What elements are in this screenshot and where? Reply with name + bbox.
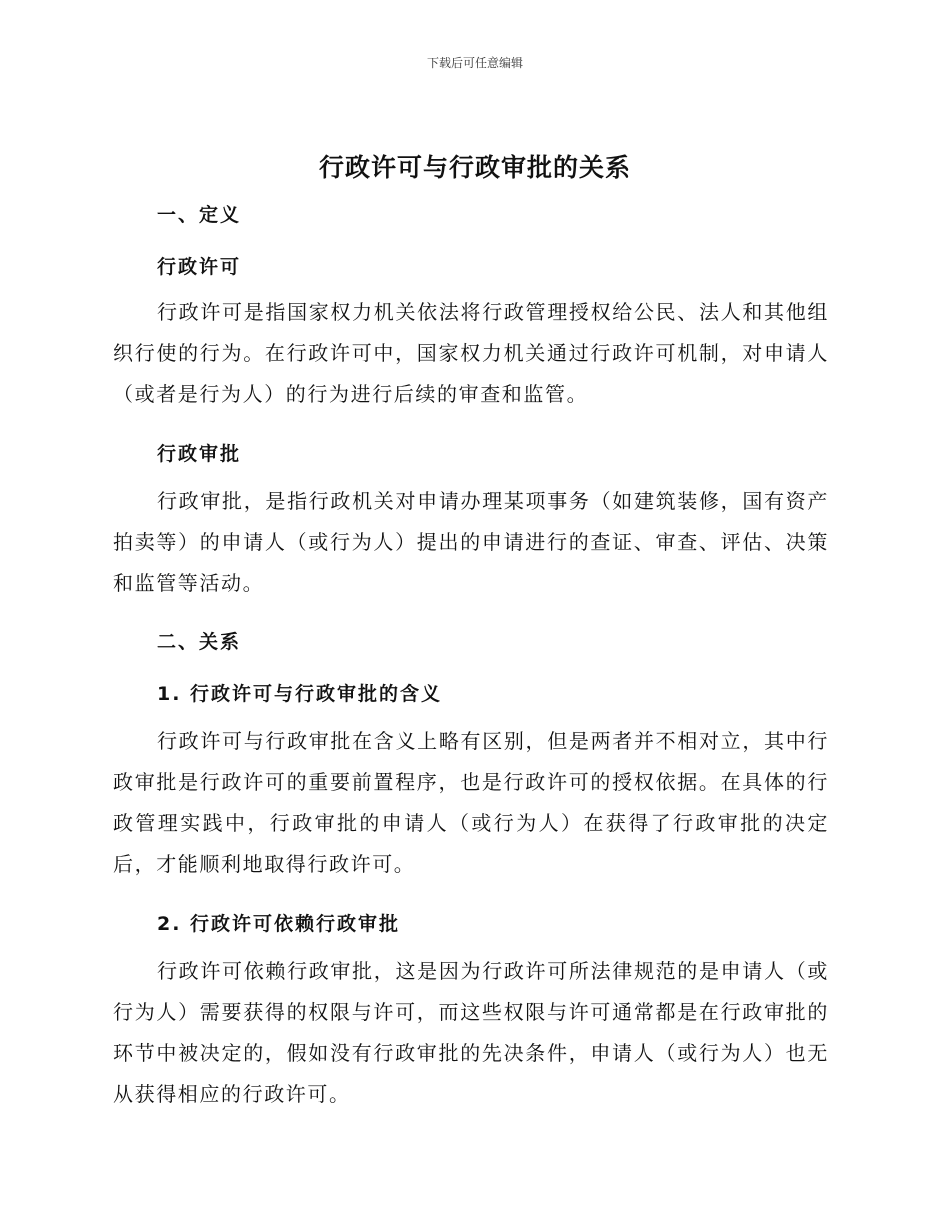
section-heading-relationship: 二、关系	[157, 631, 242, 653]
subheading-meaning: 1. 行政许可与行政审批的含义	[157, 683, 443, 705]
paragraph-administrative-approval: 行政审批，是指行政机关对申请办理某项事务（如建筑装修，国有资产拍卖等）的申请人（或行为人）提出的申请进行的查证、审查、评估、决策和监管等活动。	[113, 489, 829, 595]
section-heading-definition: 一、定义	[157, 204, 242, 226]
subheading-administrative-license: 行政许可	[157, 256, 242, 278]
header-note: 下载后可任意编辑	[426, 56, 523, 70]
subheading-dependency: 2. 行政许可依赖行政审批	[157, 913, 401, 935]
subheading-administrative-approval: 行政审批	[157, 443, 242, 465]
paragraph-dependency: 行政许可依赖行政审批，这是因为行政许可所法律规范的是申请人（或行为人）需要获得的权限与许可，而这些权限与许可通常都是在行政审批的环节中被决定的，假如没有行政审批的先决条件，申请人（或行为人）也无从获得相应的行政许可。	[113, 959, 829, 1106]
document-title: 行政许可与行政审批的关系	[318, 153, 631, 182]
paragraph-meaning: 行政许可与行政审批在含义上略有区别，但是两者并不相对立，其中行政审批是行政许可的重要前置程序，也是行政许可的授权依据。在具体的行政管理实践中，行政审批的申请人（或行为人）在获得了行政审批的决定后，才能顺利地取得行政许可。	[113, 729, 829, 876]
paragraph-administrative-license: 行政许可是指国家权力机关依法将行政管理授权给公民、法人和其他组织行使的行为。在行政许可中，国家权力机关通过行政许可机制，对申请人（或者是行为人）的行为进行后续的审查和监管。	[113, 300, 829, 406]
